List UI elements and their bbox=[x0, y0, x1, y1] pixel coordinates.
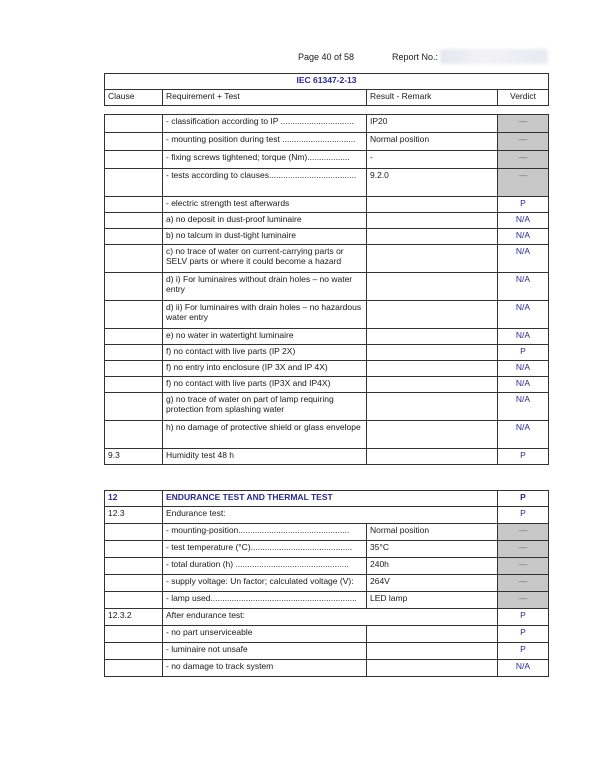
cell-result bbox=[367, 393, 498, 421]
cell-verdict: — bbox=[498, 558, 549, 575]
cell-verdict: — bbox=[498, 133, 549, 151]
cell-result bbox=[367, 626, 498, 643]
cell-verdict: N/A bbox=[498, 377, 549, 393]
cell-clause bbox=[105, 273, 163, 301]
cell-clause bbox=[105, 660, 163, 677]
table-row bbox=[105, 133, 549, 151]
cell-verdict: — bbox=[498, 541, 549, 558]
cell-clause bbox=[105, 626, 163, 643]
table-row bbox=[105, 197, 549, 213]
cell-requirement: c) no trace of water on current-carrying parts or SELV parts or where it could become a hazard bbox=[163, 245, 367, 273]
cell-verdict: P bbox=[498, 345, 549, 361]
table-row bbox=[105, 558, 549, 575]
cell-verdict: N/A bbox=[498, 329, 549, 345]
cell-result bbox=[367, 361, 498, 377]
cell-verdict: P bbox=[498, 643, 549, 660]
cell-requirement: Endurance test: bbox=[163, 507, 498, 524]
cell-requirement: - no damage to track system bbox=[163, 660, 367, 677]
table-row bbox=[105, 524, 549, 541]
table-row bbox=[105, 660, 549, 677]
cell-requirement: - supply voltage: Un factor; calculated voltage (V): bbox=[163, 575, 367, 592]
cell-result bbox=[367, 229, 498, 245]
table-row bbox=[105, 609, 549, 626]
cell-clause bbox=[105, 133, 163, 151]
cell-clause bbox=[105, 115, 163, 133]
cell-result: Normal position bbox=[367, 524, 498, 541]
cell-verdict: — bbox=[498, 115, 549, 133]
cell-clause bbox=[105, 575, 163, 592]
cell-verdict: P bbox=[498, 197, 549, 213]
table-row bbox=[105, 643, 549, 660]
cell-requirement: - classification according to IP ............................... bbox=[163, 115, 367, 133]
column-header-result: Result - Remark bbox=[367, 90, 498, 106]
cell-verdict: N/A bbox=[498, 273, 549, 301]
table-row bbox=[105, 329, 549, 345]
table-spacer bbox=[105, 106, 549, 115]
cell-result bbox=[367, 449, 498, 465]
cell-result bbox=[367, 273, 498, 301]
table-row bbox=[105, 361, 549, 377]
cell-requirement: b) no talcum in dust-tight luminaire bbox=[163, 229, 367, 245]
cell-result bbox=[367, 660, 498, 677]
cell-requirement: - luminaire not unsafe bbox=[163, 643, 367, 660]
table-row bbox=[105, 169, 549, 197]
cell-verdict: — bbox=[498, 524, 549, 541]
cell-verdict: — bbox=[498, 592, 549, 609]
report-number-label: Report No.: bbox=[392, 52, 439, 62]
cell-result: IP20 bbox=[367, 115, 498, 133]
cell-clause bbox=[105, 197, 163, 213]
cell-result bbox=[367, 213, 498, 229]
column-header-clause: Clause bbox=[105, 90, 163, 106]
table-row bbox=[105, 213, 549, 229]
cell-requirement: - total duration (h) ................................................ bbox=[163, 558, 367, 575]
cell-result: 35°C bbox=[367, 541, 498, 558]
table-row bbox=[105, 345, 549, 361]
cell-result: 240h bbox=[367, 558, 498, 575]
cell-clause bbox=[105, 558, 163, 575]
cell-verdict: P bbox=[498, 609, 549, 626]
cell-requirement: f) no entry into enclosure (IP 3X and IP 4X) bbox=[163, 361, 367, 377]
cell-clause bbox=[105, 524, 163, 541]
cell-clause: 12.3 bbox=[105, 507, 163, 524]
page-header bbox=[0, 52, 600, 64]
section-title: ENDURANCE TEST AND THERMAL TEST bbox=[163, 491, 498, 507]
cell-requirement: - fixing screws tightened; torque (Nm).................. bbox=[163, 151, 367, 169]
cell-verdict: — bbox=[498, 169, 549, 197]
table-row bbox=[105, 377, 549, 393]
column-header-requirement: Requirement + Test bbox=[163, 90, 367, 106]
cell-clause bbox=[105, 229, 163, 245]
cell-requirement: After endurance test: bbox=[163, 609, 498, 626]
table-row bbox=[105, 575, 549, 592]
section-clause: 12 bbox=[105, 491, 163, 507]
cell-result: 9.2.0 bbox=[367, 169, 498, 197]
cell-verdict: P bbox=[498, 626, 549, 643]
table-row bbox=[105, 449, 549, 465]
cell-clause bbox=[105, 592, 163, 609]
cell-verdict: N/A bbox=[498, 245, 549, 273]
section-header-row bbox=[105, 491, 549, 507]
cell-requirement: - electric strength test afterwards bbox=[163, 197, 367, 213]
table-row bbox=[105, 507, 549, 524]
cell-requirement: a) no deposit in dust-proof luminaire bbox=[163, 213, 367, 229]
requirements-table bbox=[104, 73, 549, 465]
cell-clause: 12.3.2 bbox=[105, 609, 163, 626]
cell-verdict: P bbox=[498, 449, 549, 465]
cell-clause bbox=[105, 421, 163, 449]
table-row bbox=[105, 541, 549, 558]
cell-clause bbox=[105, 361, 163, 377]
cell-clause bbox=[105, 245, 163, 273]
cell-clause: 9.3 bbox=[105, 449, 163, 465]
cell-verdict: — bbox=[498, 575, 549, 592]
table-row bbox=[105, 273, 549, 301]
section-verdict: P bbox=[498, 491, 549, 507]
cell-clause bbox=[105, 345, 163, 361]
page-number: Page 40 of 58 bbox=[298, 52, 355, 62]
cell-clause bbox=[105, 393, 163, 421]
cell-requirement: - lamp used.............................................................. bbox=[163, 592, 367, 609]
cell-verdict: N/A bbox=[498, 301, 549, 329]
cell-requirement: d) ii) For luminaires with drain holes – no hazardous water entry bbox=[163, 301, 367, 329]
cell-verdict: — bbox=[498, 151, 549, 169]
cell-requirement: f) no contact with live parts (IP3X and IP4X) bbox=[163, 377, 367, 393]
cell-verdict: N/A bbox=[498, 213, 549, 229]
cell-requirement: - test temperature (°C)........................................... bbox=[163, 541, 367, 558]
cell-result bbox=[367, 329, 498, 345]
cell-clause bbox=[105, 301, 163, 329]
cell-requirement: Humidity test 48 h bbox=[163, 449, 367, 465]
cell-requirement: f) no contact with live parts (IP 2X) bbox=[163, 345, 367, 361]
cell-verdict: N/A bbox=[498, 660, 549, 677]
cell-result bbox=[367, 197, 498, 213]
cell-requirement: - no part unserviceable bbox=[163, 626, 367, 643]
cell-result bbox=[367, 377, 498, 393]
cell-verdict: N/A bbox=[498, 393, 549, 421]
table-row bbox=[105, 592, 549, 609]
cell-verdict: P bbox=[498, 507, 549, 524]
table-row bbox=[105, 421, 549, 449]
cell-clause bbox=[105, 377, 163, 393]
cell-clause bbox=[105, 643, 163, 660]
standard-title: IEC 61347-2-13 bbox=[105, 74, 549, 90]
cell-result: Normal position bbox=[367, 133, 498, 151]
column-header-verdict: Verdict bbox=[498, 90, 549, 106]
table-row bbox=[105, 626, 549, 643]
cell-requirement: - mounting position during test ............................... bbox=[163, 133, 367, 151]
cell-requirement: - mounting-position............................................... bbox=[163, 524, 367, 541]
table-header-row bbox=[105, 90, 549, 106]
cell-requirement: g) no trace of water on part of lamp requiring protection from splashing water bbox=[163, 393, 367, 421]
table-row bbox=[105, 301, 549, 329]
table-row bbox=[105, 229, 549, 245]
cell-result bbox=[367, 301, 498, 329]
cell-requirement: - tests according to clauses..................................... bbox=[163, 169, 367, 197]
cell-verdict: N/A bbox=[498, 229, 549, 245]
cell-verdict: N/A bbox=[498, 361, 549, 377]
cell-verdict: N/A bbox=[498, 421, 549, 449]
cell-result: - bbox=[367, 151, 498, 169]
cell-result bbox=[367, 421, 498, 449]
endurance-table bbox=[104, 490, 549, 677]
cell-result bbox=[367, 345, 498, 361]
table-row bbox=[105, 393, 549, 421]
cell-result: LED lamp bbox=[367, 592, 498, 609]
cell-clause bbox=[105, 169, 163, 197]
cell-requirement: d) i) For luminaires without drain holes – no water entry bbox=[163, 273, 367, 301]
table-row bbox=[105, 151, 549, 169]
cell-result bbox=[367, 245, 498, 273]
cell-result: 264V bbox=[367, 575, 498, 592]
cell-clause bbox=[105, 151, 163, 169]
cell-result bbox=[367, 643, 498, 660]
cell-clause bbox=[105, 541, 163, 558]
cell-requirement: h) no damage of protective shield or glass envelope bbox=[163, 421, 367, 449]
cell-clause bbox=[105, 329, 163, 345]
cell-clause bbox=[105, 213, 163, 229]
redacted-report-number bbox=[440, 49, 548, 64]
cell-requirement: e) no water in watertight luminaire bbox=[163, 329, 367, 345]
table-row bbox=[105, 115, 549, 133]
table-row bbox=[105, 245, 549, 273]
